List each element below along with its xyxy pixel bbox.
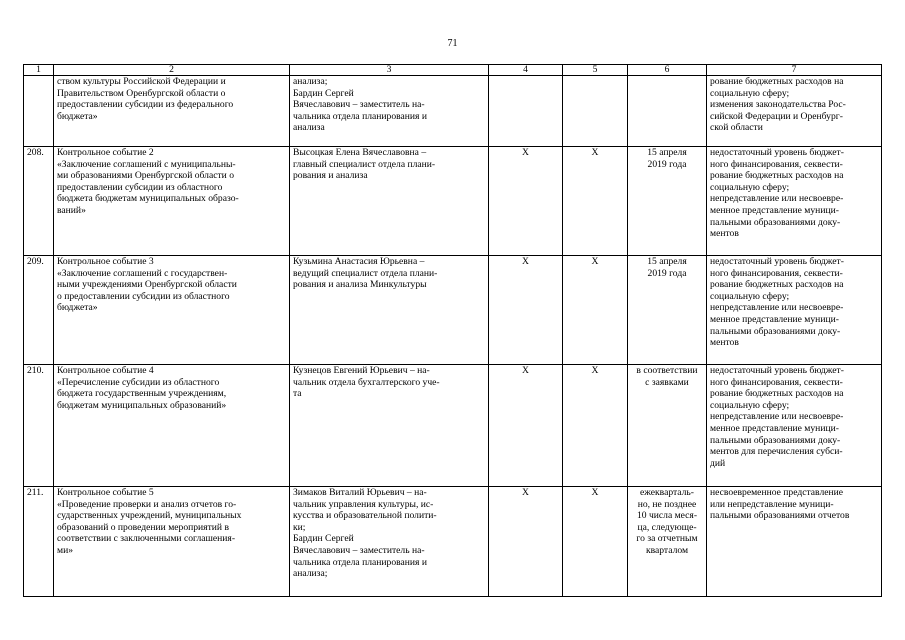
header-cell: 4 — [489, 65, 563, 76]
cell-text-line: непредставление или несвоевре- — [710, 411, 844, 423]
cell-text-line: чальника отдела планирования и — [293, 556, 428, 568]
cell-text-line: непредставление или несвоевре- — [710, 193, 844, 205]
mark-cell: Х — [489, 487, 563, 597]
cell-text-line: ки; — [293, 521, 306, 533]
cell-text-line: 2019 года — [647, 267, 687, 279]
cell-text-line: о предоставлении субсидии из областного — [57, 290, 230, 302]
cell-text-line: «Перечисление субсидии из областного — [57, 376, 220, 388]
cell-text-line: но, не позднее — [637, 498, 697, 510]
cell-text-line: 15 апреля — [647, 256, 687, 267]
row-number-cell: 210. — [24, 365, 54, 487]
cell-text-line: ными учреждениями Оренбургской области — [57, 279, 237, 291]
cell-text-line: чальник управления культуры, ис- — [293, 498, 434, 510]
cell-text-line: сийской Федерации и Оренбург- — [710, 110, 843, 122]
cell-text-line: пальными образованиями доку- — [710, 325, 841, 337]
cell-text-line: ми» — [57, 544, 74, 556]
event-cell — [54, 147, 290, 256]
cell-text-line: менное представление муници- — [710, 313, 839, 325]
cell-text-line: Кузнецов Евгений Юрьевич – на- — [293, 365, 430, 376]
cell-text-line: менное представление муници- — [710, 204, 839, 216]
cell-text-line: анализа; — [293, 568, 328, 580]
cell-text-line: образований о проведении мероприятий в — [57, 521, 229, 533]
row-number-cell: 209. — [24, 256, 54, 365]
cell-text-line: социальную сферу; — [710, 181, 790, 193]
date-cell — [628, 365, 707, 487]
risks-cell — [707, 256, 882, 365]
table-row — [24, 487, 882, 597]
cell-text-line: дий — [710, 457, 726, 469]
cell-text-line: главный специалист отдела плани- — [293, 158, 436, 170]
cell-text-line: рование бюджетных расходов на — [710, 76, 844, 87]
cell-text-line: «Заключение соглашений с муниципальны- — [57, 158, 236, 170]
table-row — [24, 147, 882, 256]
date-cell — [628, 487, 707, 597]
cell-text-line: Правительством Оренбургской области о — [57, 87, 226, 99]
cell-text-line: Зимаков Виталий Юрьевич – на- — [293, 487, 427, 498]
table-row — [24, 365, 882, 487]
cell-text-line: чальник отдела бухгалтерского уче- — [293, 376, 440, 388]
header-cell: 1 — [24, 65, 54, 76]
cell-text-line: социальную сферу; — [710, 399, 790, 411]
cell-text-line: Кузьмина Анастасия Юрьевна – — [293, 256, 425, 267]
event-cell — [54, 365, 290, 487]
cell-text-line: пальными образованиями доку- — [710, 216, 841, 228]
cell-text-line: рование бюджетных расходов на — [710, 170, 844, 182]
cell-text-line: или непредставление муници- — [710, 498, 834, 510]
cell-text-line: «Заключение соглашений с государствен- — [57, 267, 228, 279]
mark-cell: Х — [489, 147, 563, 256]
mark-cell — [489, 76, 563, 147]
cell-text-line: социальную сферу; — [710, 87, 790, 99]
cell-text-line: рования и анализа — [293, 170, 368, 182]
event-cell — [54, 76, 290, 147]
cell-text-line: рование бюджетных расходов на — [710, 279, 844, 291]
cell-text-line: кварталом — [645, 544, 689, 556]
mark-cell: Х — [563, 365, 628, 487]
cell-text-line: ми образованиями Оренбургской области о — [57, 170, 235, 182]
header-cell: 5 — [563, 65, 628, 76]
cell-text-line: кусства и образовательной полити- — [293, 510, 437, 522]
cell-text-line: пальными образованиями доку- — [710, 434, 841, 446]
cell-text-line: непредставление или несвоевре- — [710, 302, 844, 314]
row-number-cell: 208. — [24, 147, 54, 256]
responsible-cell — [290, 365, 489, 487]
cell-text-line: пальными образованиями отчетов — [710, 510, 850, 522]
cell-text-line: в соответствии — [636, 365, 698, 376]
cell-text-line: соответствии с заключенными соглашения- — [57, 533, 236, 545]
event-cell — [54, 256, 290, 365]
table-row — [24, 76, 882, 147]
cell-text-line: 2019 года — [647, 158, 687, 170]
responsible-cell — [290, 487, 489, 597]
cell-text-line: 10 числа меся- — [636, 510, 698, 522]
date-cell — [628, 147, 707, 256]
date-cell — [628, 256, 707, 365]
cell-text-line: недостаточный уровень бюджет- — [710, 365, 844, 376]
responsible-cell — [290, 76, 489, 147]
cell-text-line: бюджета бюджетам муниципальных образо- — [57, 193, 239, 205]
cell-text-line: Бардин Сергей — [293, 533, 354, 545]
table-header-row — [24, 65, 882, 76]
cell-text-line: бюджетам муниципальных образований» — [57, 399, 227, 411]
mark-cell: Х — [563, 487, 628, 597]
cell-text-line: сударственных учреждений, муниципальных — [57, 510, 242, 522]
risks-cell — [707, 76, 882, 147]
cell-text-line: та — [293, 388, 302, 400]
mark-cell — [563, 76, 628, 147]
cell-text-line: 15 апреля — [647, 147, 687, 158]
mark-cell: Х — [489, 256, 563, 365]
cell-text-line: анализа — [293, 122, 325, 134]
responsible-cell — [290, 147, 489, 256]
cell-text-line: ца, следующе- — [637, 521, 697, 533]
cell-text-line: несвоевременное представление — [710, 487, 844, 498]
cell-text-line: Контрольное событие 3 — [57, 256, 154, 267]
header-cell: 7 — [707, 65, 882, 76]
cell-text-line: ного финансирования, секвести- — [710, 158, 843, 170]
cell-text-line: Контрольное событие 5 — [57, 487, 154, 498]
risks-cell — [707, 487, 882, 597]
mark-cell: Х — [563, 256, 628, 365]
cell-text-line: недостаточный уровень бюджет- — [710, 147, 844, 158]
cell-text-line: Бардин Сергей — [293, 87, 354, 99]
mark-cell: Х — [489, 365, 563, 487]
cell-text-line: ством культуры Российской Федерации и — [57, 76, 226, 87]
cell-text-line: рования и анализа Минкультуры — [293, 279, 427, 291]
cell-text-line: анализа; — [293, 76, 328, 87]
risks-cell — [707, 365, 882, 487]
cell-text-line: Высоцкая Елена Вячеславовна – — [293, 147, 427, 158]
cell-text-line: Контрольное событие 4 — [57, 365, 154, 376]
cell-text-line: социальную сферу; — [710, 290, 790, 302]
cell-text-line: ведущий специалист отдела плани- — [293, 267, 438, 279]
cell-text-line: рование бюджетных расходов на — [710, 388, 844, 400]
cell-text-line: чальника отдела планирования и — [293, 110, 428, 122]
cell-text-line: ежекварталь- — [639, 487, 695, 498]
risks-cell — [707, 147, 882, 256]
cell-text-line: предоставлении субсидии из федерального — [57, 99, 234, 111]
header-cell: 6 — [628, 65, 707, 76]
mark-cell: Х — [563, 147, 628, 256]
cell-text-line: бюджета» — [57, 302, 98, 314]
cell-text-line: бюджета» — [57, 110, 98, 122]
cell-text-line: ментов для перечисления субси- — [710, 446, 843, 458]
cell-text-line: предоставлении субсидии из областного — [57, 181, 223, 193]
header-cell: 2 — [54, 65, 290, 76]
cell-text-line: менное представление муници- — [710, 422, 839, 434]
header-cell: 3 — [290, 65, 489, 76]
row-number-cell — [24, 76, 54, 147]
cell-text-line: ментов — [710, 337, 739, 349]
page-number: 71 — [447, 38, 458, 49]
cell-text-line: Вячеславович – заместитель на- — [293, 99, 425, 111]
cell-text-line: ного финансирования, секвести- — [710, 376, 843, 388]
cell-text-line: ской области — [710, 122, 763, 134]
cell-text-line: Вячеславович – заместитель на- — [293, 544, 425, 556]
cell-text-line: Контрольное событие 2 — [57, 147, 154, 158]
cell-text-line: бюджета государственным учреждениям, — [57, 388, 227, 400]
table-row — [24, 256, 882, 365]
event-cell — [54, 487, 290, 597]
cell-text-line: ного финансирования, секвести- — [710, 267, 843, 279]
cell-text-line: «Проведение проверки и анализ отчетов го- — [57, 498, 237, 510]
cell-text-line: недостаточный уровень бюджет- — [710, 256, 844, 267]
row-number-cell: 211. — [24, 487, 54, 597]
cell-text-line: изменения законодательства Рос- — [710, 99, 846, 111]
responsible-cell — [290, 256, 489, 365]
cell-text-line: с заявками — [645, 376, 689, 388]
cell-text-line: ментов — [710, 228, 739, 240]
date-cell — [628, 76, 707, 147]
cell-text-line: ваний» — [57, 204, 86, 216]
cell-text-line: го за отчетным — [636, 533, 698, 545]
plan-table — [23, 64, 882, 597]
